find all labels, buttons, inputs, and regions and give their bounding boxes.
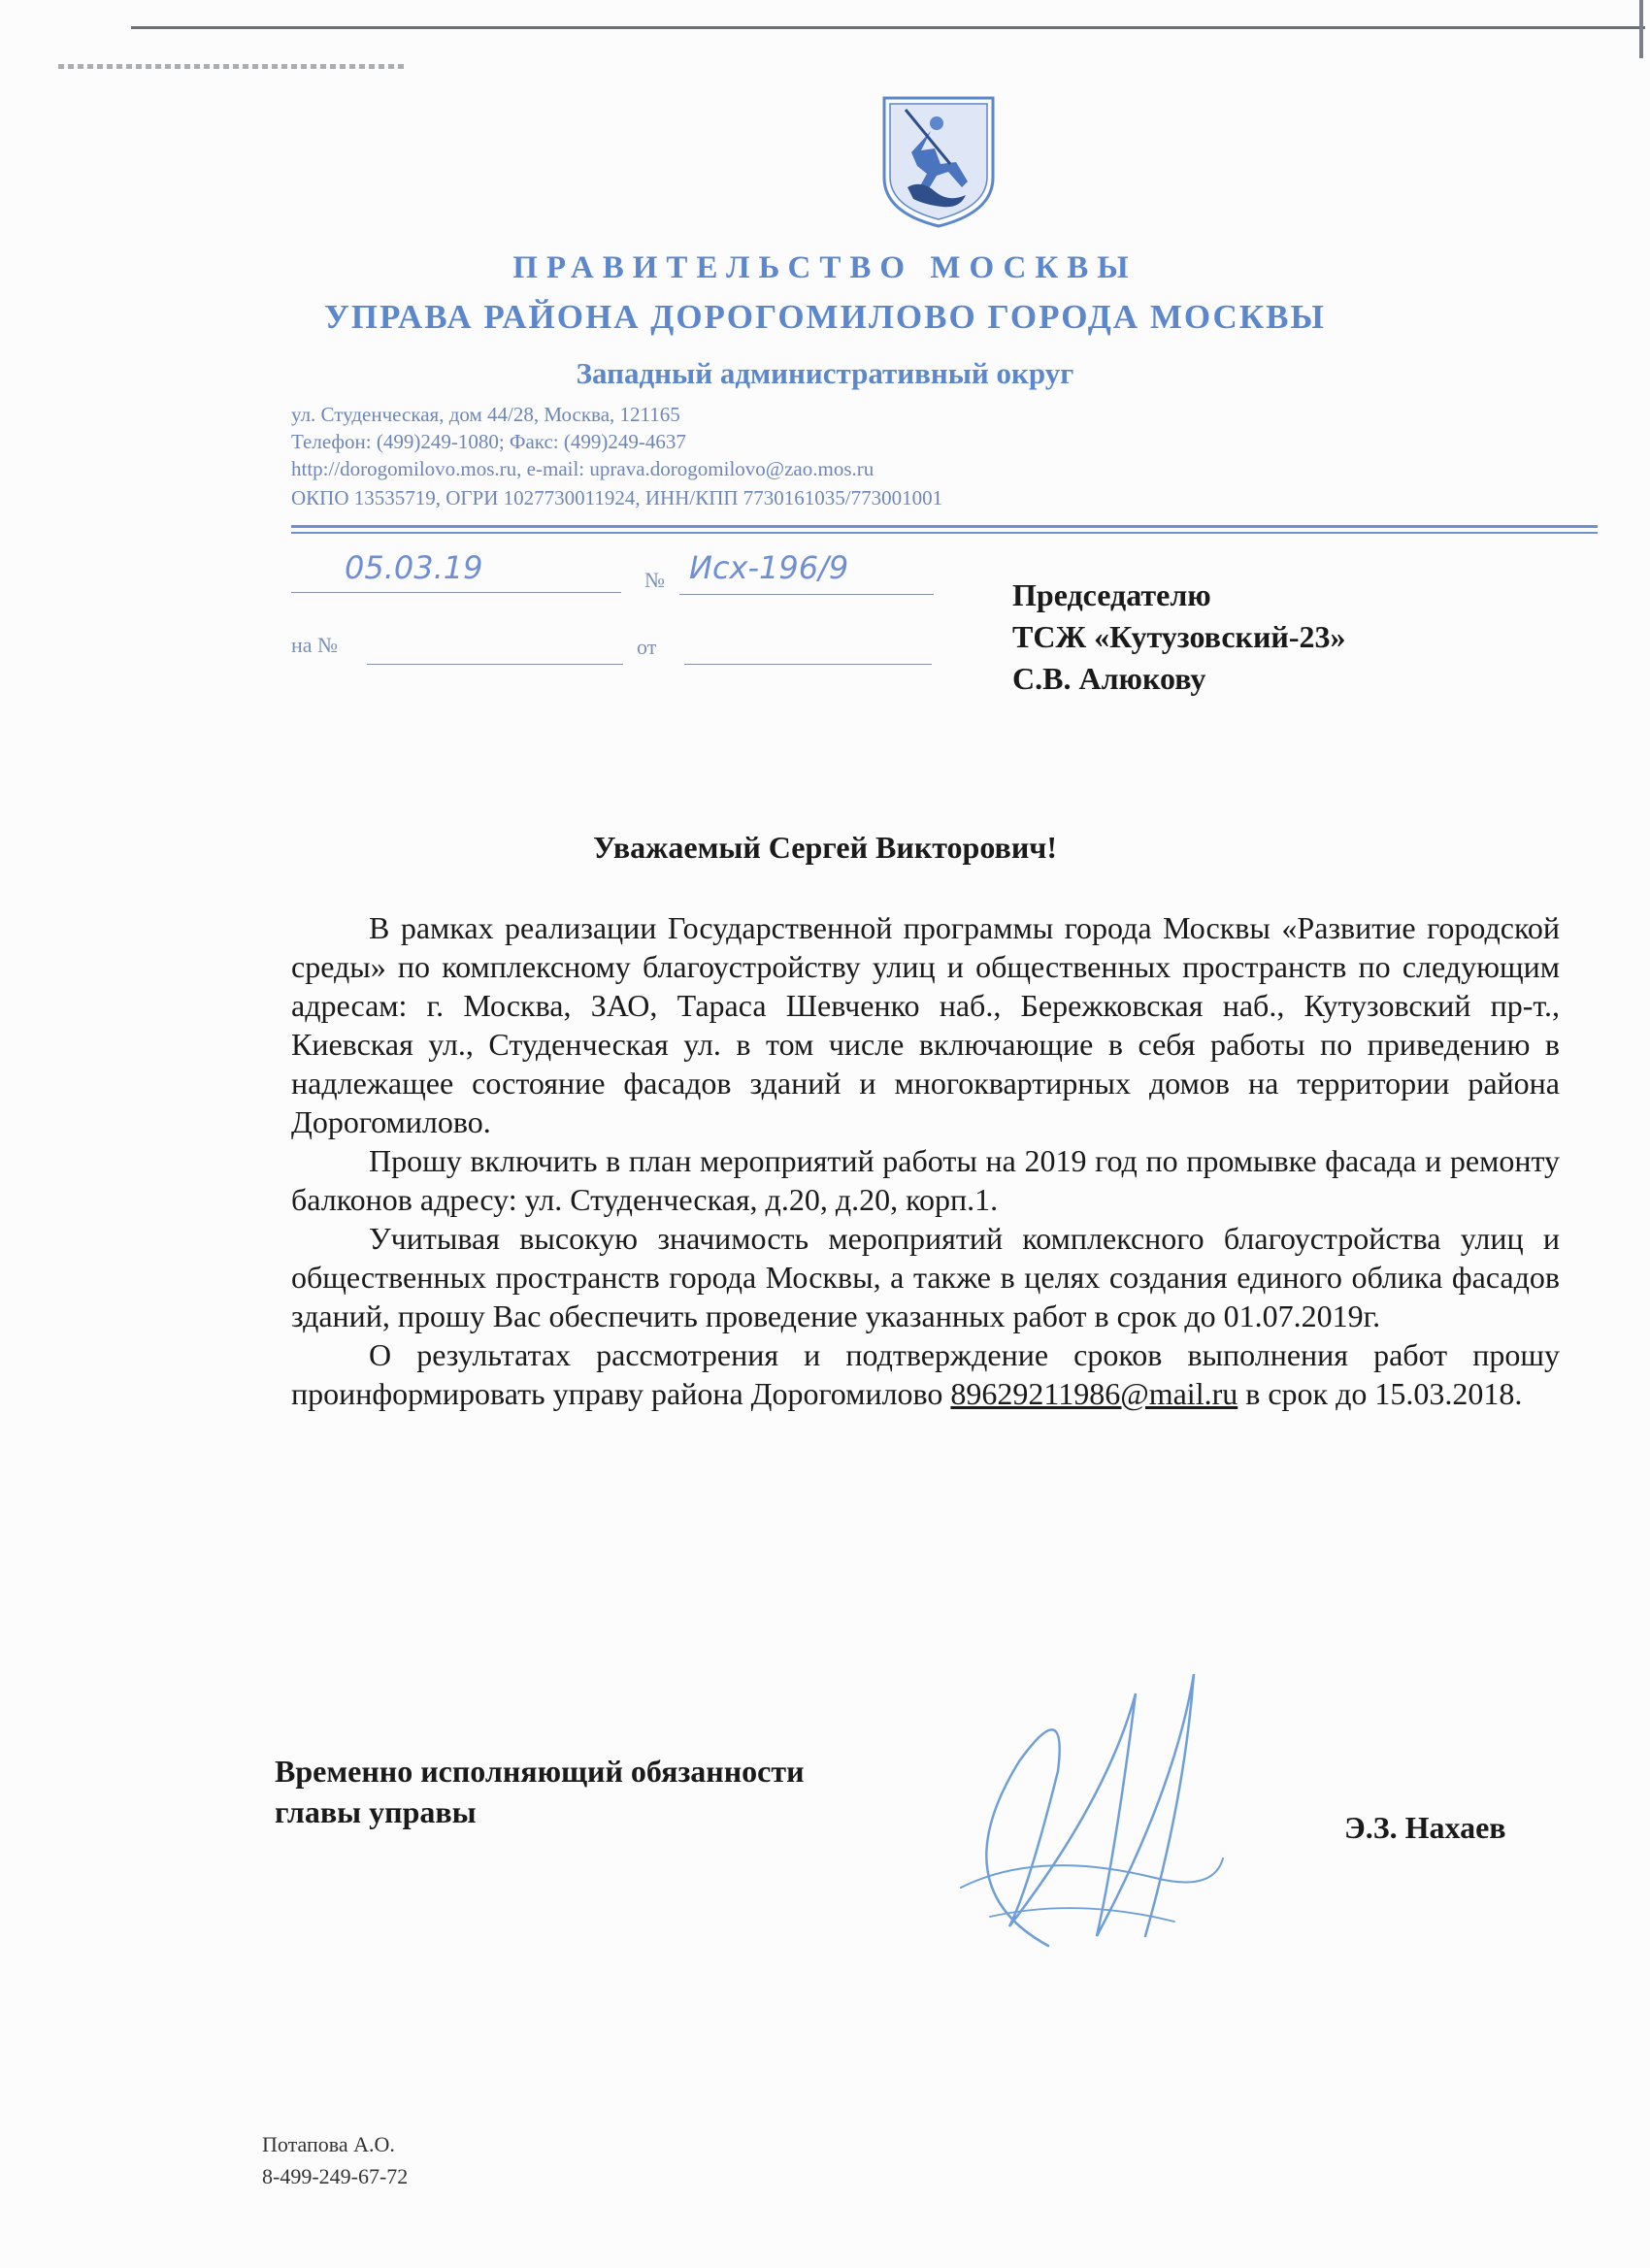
paragraph-response — [291, 1335, 1560, 1413]
paragraph-request: Прошу включить в план мероприятий работы на 2019 год по промывке фасада и ремонту балконов адресу: ул. Студенческая, д.20, д.20, корп.1. — [291, 1143, 1560, 1217]
moscow-coat-of-arms-icon — [878, 94, 999, 230]
addressee-name: С.В. Алюкову — [1012, 661, 1206, 696]
handwritten-signature — [903, 1655, 1271, 1965]
addressee-organization: ТСЖ «Кутузовский-23» — [1012, 619, 1346, 654]
addressee-position: Председателю — [1012, 577, 1211, 612]
date-line — [291, 592, 621, 593]
signatory-title — [275, 1751, 805, 1832]
header-divider — [291, 525, 1598, 528]
in-reply-label: на № — [291, 633, 339, 657]
scan-top-border — [131, 26, 1645, 29]
contact-codes: ОКПО 13535719, ОГРИ 1027730011924, ИНН/КПП 7730161035/773001001 — [291, 486, 943, 509]
outgoing-date: 05.03.19 — [345, 549, 483, 586]
response-deadline: в срок до 15.03.2018. — [1245, 1376, 1523, 1411]
response-email: 89629211986@mail.ru — [950, 1376, 1238, 1411]
contact-address: ул. Студенческая, дом 44/28, Москва, 121165 — [291, 403, 680, 426]
in-reply-line — [367, 664, 623, 665]
paragraph-deadline: Учитывая высокую значимость мероприятий комплексного благоустройства улиц и общественных пространств города Москвы, а также в целях создания единого облика фасадов зданий, прошу Вас обеспечить проведение указанных работ в срок до 01.07.2019г. — [291, 1221, 1560, 1333]
number-label: № — [644, 568, 665, 592]
signatory-title-line1: Временно исполняющий обязанности — [275, 1754, 805, 1789]
organization-name: УПРАВА РАЙОНА ДОРОГОМИЛОВО ГОРОДА МОСКВЫ — [324, 298, 1326, 336]
response-text: О результатах рассмотрения и подтверждение сроков выполнения работ прошу проинформировать управу района Дорогомилово — [291, 1337, 1560, 1411]
scan-right-edge — [1639, 0, 1643, 58]
district-name: Западный административный округ — [576, 356, 1074, 390]
addressee — [1012, 575, 1346, 700]
from-line — [684, 664, 932, 665]
letter-body — [291, 908, 1560, 1413]
contact-web: http://dorogomilovo.mos.ru, e-mail: uprava.dorogomilovo@zao.mos.ru — [291, 457, 874, 480]
paragraph-program: В рамках реализации Государственной программы города Москвы «Развитие городской среды» по комплексному благоустройству улиц и общественных пространств по следующим адресам: г. Москва, ЗАО, Тараса Шевченко наб., Бережковская наб., Кутузовский пр-т., Киевская ул., Студенческая ул. в том числе включающие в себя работы по приведению в надлежащее состояние фасадов зданий и многоквартирных домов на территории района Дорогомилово. — [291, 910, 1560, 1139]
executor-phone: 8-499-249-67-72 — [262, 2164, 409, 2188]
scan-artifact — [58, 64, 408, 69]
number-line — [679, 594, 934, 595]
header-divider-thin — [291, 532, 1598, 534]
executor-block — [262, 2128, 408, 2192]
from-label: от — [637, 635, 657, 659]
contact-phone: Телефон: (499)249-1080; Факс: (499)249-4637 — [291, 430, 686, 453]
salutation: Уважаемый Сергей Викторович! — [593, 830, 1057, 865]
signatory-name: Э.З. Нахаев — [1344, 1810, 1506, 1845]
outgoing-number: Исх-196/9 — [689, 549, 849, 586]
signatory-title-line2: главы управы — [275, 1794, 477, 1829]
executor-name: Потапова А.О. — [262, 2132, 395, 2156]
government-name: ПРАВИТЕЛЬСТВО МОСКВЫ — [512, 250, 1138, 285]
